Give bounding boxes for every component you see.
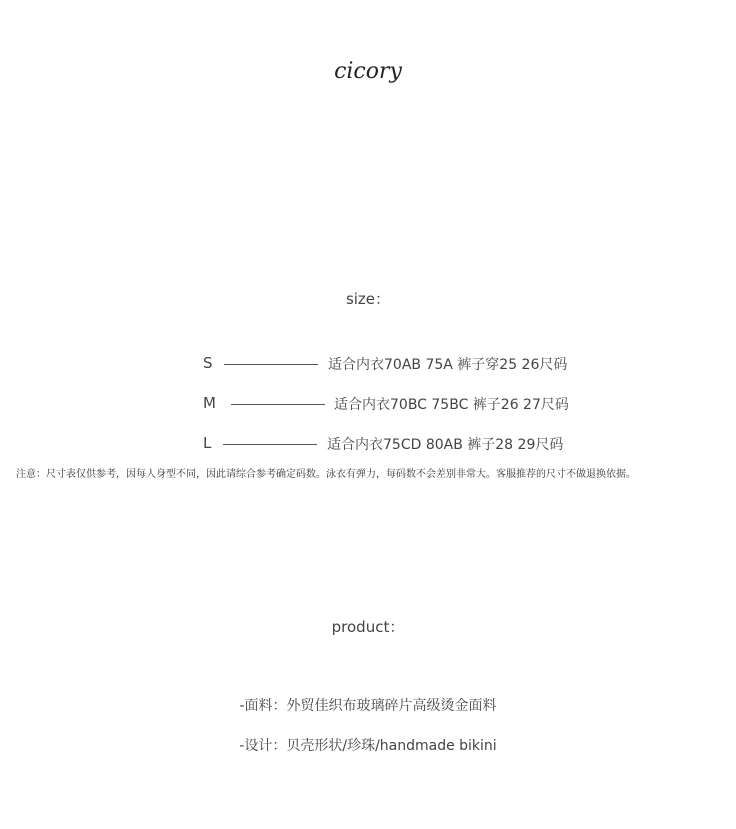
brand-logo-mark	[328, 52, 408, 92]
product-design: -设计：贝壳形状/珍珠/handmade bikini	[239, 738, 497, 754]
size-letter: S	[203, 354, 213, 372]
size-divider-line	[224, 364, 318, 365]
size-letter: L	[203, 434, 212, 452]
size-letter: M	[203, 394, 216, 412]
size-row-l	[0, 434, 736, 454]
product-heading: product：	[331, 618, 405, 636]
size-description: 适合内衣70BC 75BC 裤子26 27尺码	[334, 397, 569, 413]
size-row-m	[0, 394, 736, 414]
size-description: 适合内衣75CD 80AB 裤子28 29尺码	[327, 437, 564, 453]
product-material: -面料：外贸佳织布玻璃碎片高级烫金面料	[239, 698, 497, 714]
size-description: 适合内衣70AB 75A 裤子穿25 26尺码	[328, 357, 568, 373]
svg-text:cicory: cicory	[334, 59, 402, 84]
brand-logo	[0, 52, 736, 96]
size-heading: size：	[345, 290, 391, 308]
size-row-s	[0, 354, 736, 374]
size-note: 注意：尺寸表仅供参考，因每人身型不同，因此请综合参考确定码数。泳衣有弹力，每码数不会差别非常大。客服推荐的尺寸不做退换依据。	[16, 469, 636, 480]
size-divider-line	[231, 404, 325, 405]
size-divider-line	[223, 444, 317, 445]
